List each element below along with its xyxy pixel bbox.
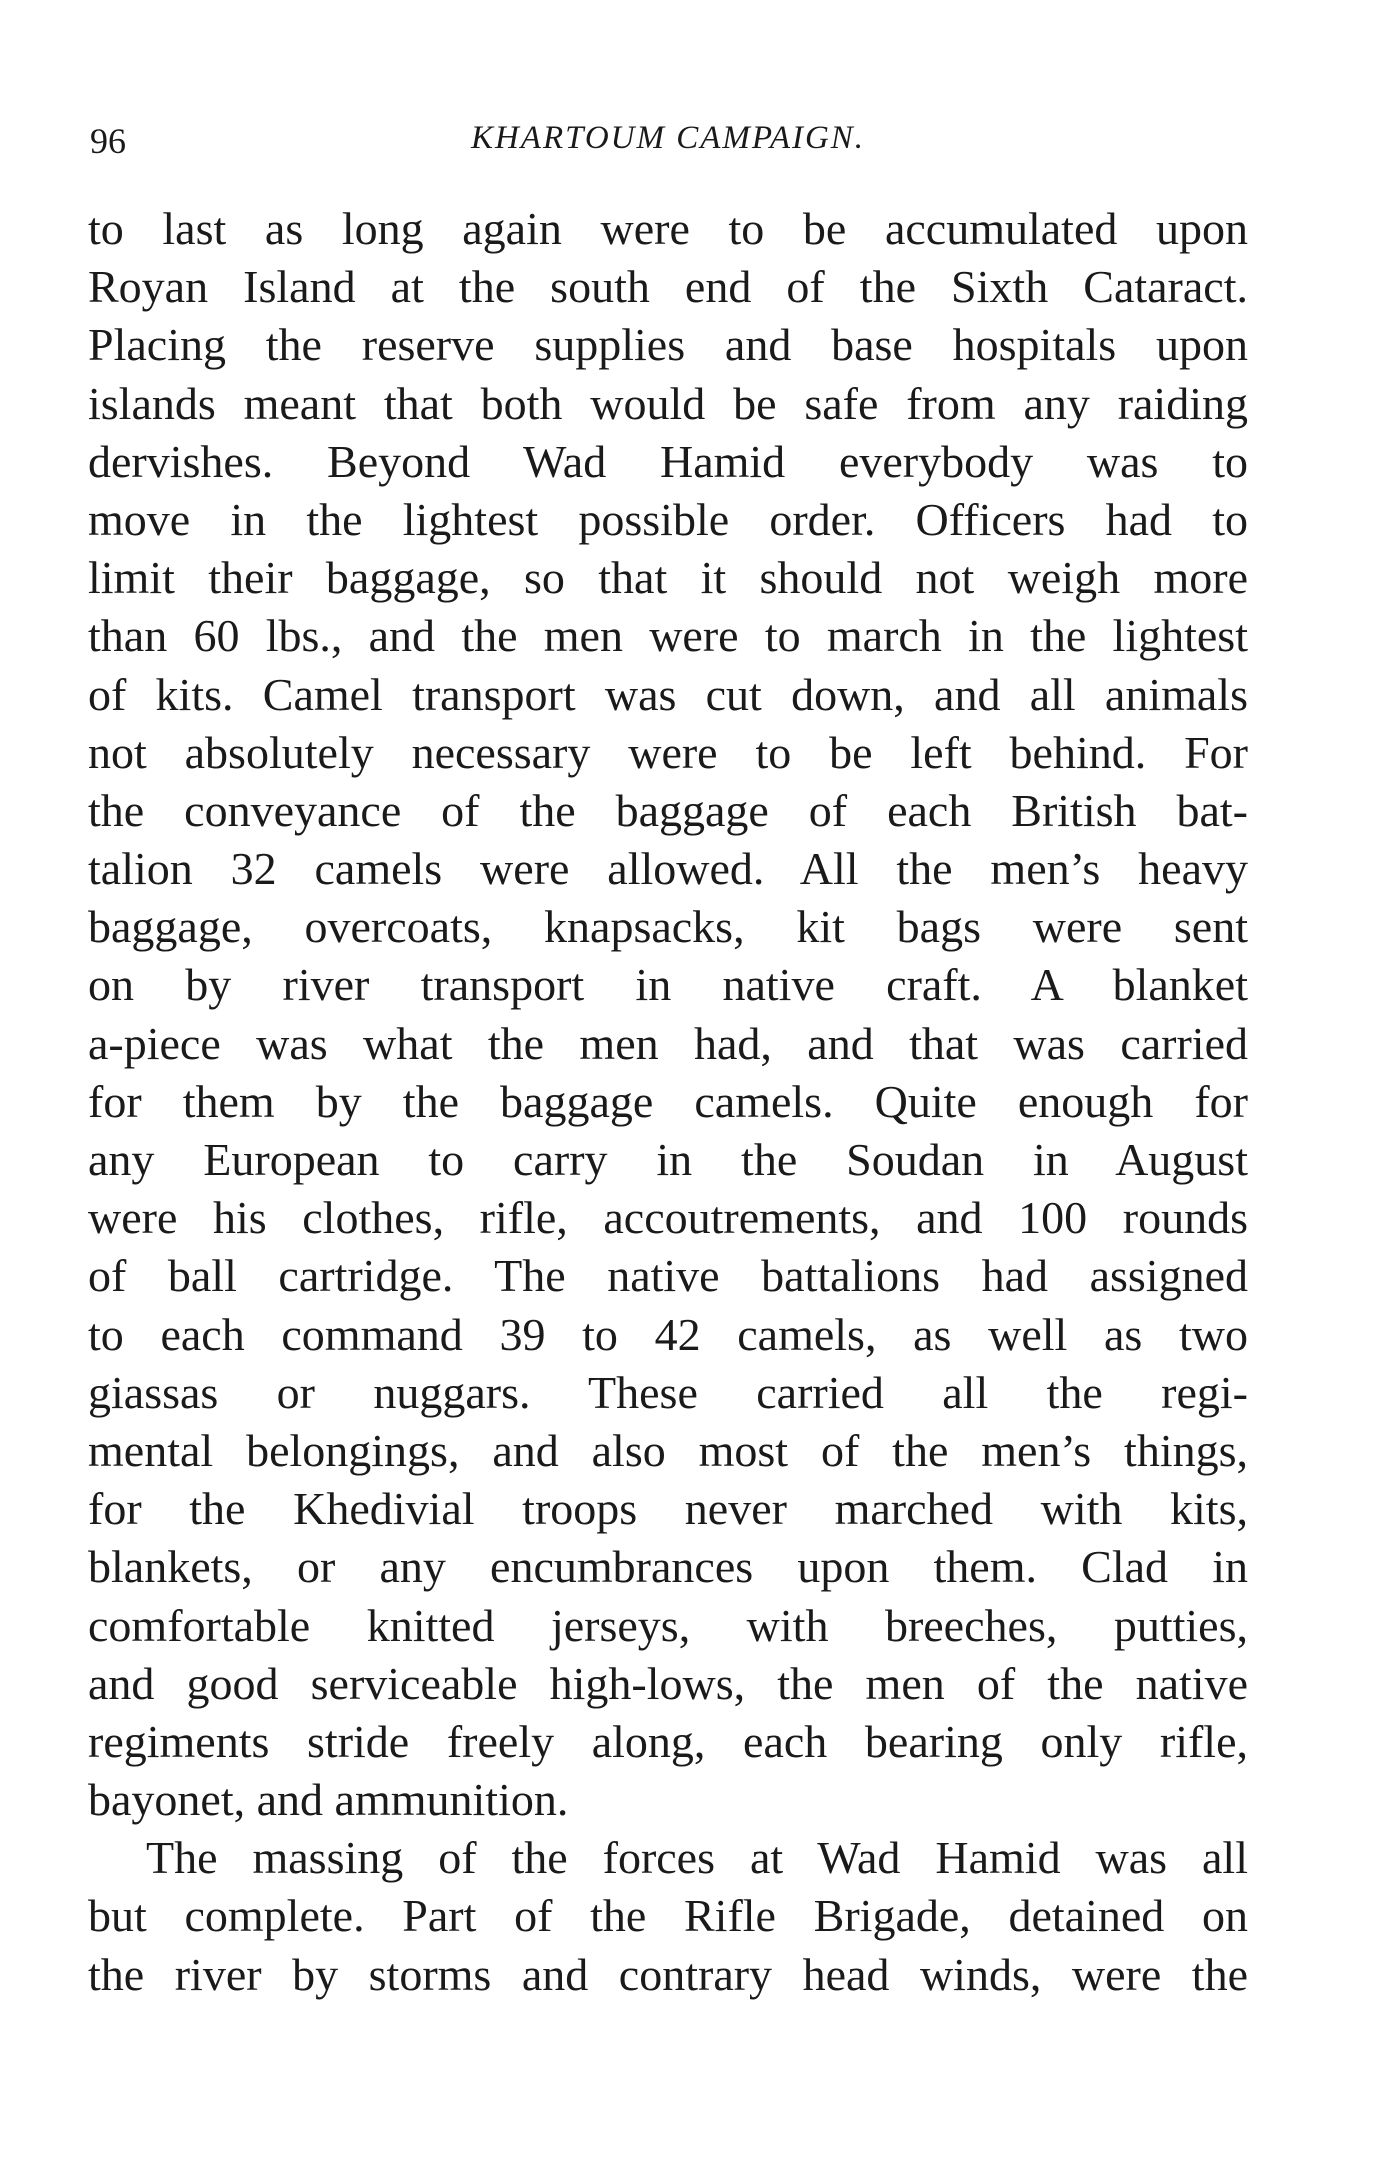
page-number: 96	[90, 121, 126, 161]
text-line: comfortable knitted jerseys, with breeches, putties,	[88, 1599, 1248, 1651]
running-title: KHARTOUM CAMPAIGN.	[470, 120, 866, 156]
text-line: of kits. Camel transport was cut down, and all animals	[88, 668, 1248, 720]
text-line: mental belongings, and also most of the men’s things,	[88, 1424, 1248, 1476]
text-line: The massing of the forces at Wad Hamid was all	[146, 1832, 1248, 1884]
text-line: bayonet, and ammunition.	[88, 1774, 569, 1826]
text-line: for them by the baggage camels. Quite enough for	[88, 1075, 1248, 1127]
text-line: were his clothes, rifle, accoutrements, and 100 rounds	[88, 1192, 1248, 1244]
paragraph	[88, 1829, 1248, 2004]
text-line: and good serviceable high-lows, the men of the native	[88, 1657, 1248, 1709]
text-line: baggage, overcoats, knapsacks, kit bags were sent	[88, 901, 1248, 953]
text-line: Placing the reserve supplies and base hospitals upon	[88, 319, 1248, 371]
text-line: move in the lightest possible order. Officers had to	[88, 493, 1248, 545]
page-header	[88, 112, 1248, 172]
text-line: of ball cartridge. The native battalions had assigned	[88, 1250, 1248, 1302]
body-text	[88, 200, 1248, 2004]
text-line: Royan Island at the south end of the Sixth Cataract.	[88, 261, 1248, 313]
text-line: a-piece was what the men had, and that was carried	[88, 1017, 1248, 1069]
text-line: talion 32 camels were allowed. All the men’s heavy	[88, 843, 1248, 895]
text-line: blankets, or any encumbrances upon them. Clad in	[88, 1541, 1248, 1593]
text-line: to each command 39 to 42 camels, as well as two	[88, 1308, 1248, 1360]
text-line: the conveyance of the baggage of each British bat-	[88, 784, 1248, 836]
text-line: but complete. Part of the Rifle Brigade, detained on	[88, 1890, 1248, 1942]
text-line: regiments stride freely along, each bearing only rifle,	[88, 1715, 1248, 1767]
text-line: limit their baggage, so that it should not weigh more	[88, 552, 1248, 604]
text-line: giassas or nuggars. These carried all the regi-	[88, 1366, 1248, 1418]
text-line: the river by storms and contrary head winds, were the	[88, 1948, 1248, 2000]
text-line: to last as long again were to be accumulated upon	[88, 203, 1248, 254]
text-line: than 60 lbs., and the men were to march in the lightest	[88, 610, 1248, 662]
text-line: on by river transport in native craft. A blanket	[88, 959, 1248, 1011]
text-line: dervishes. Beyond Wad Hamid everybody was to	[88, 435, 1248, 487]
text-line: islands meant that both would be safe from any raiding	[88, 377, 1248, 429]
text-line: for the Khedivial troops never marched with kits,	[88, 1483, 1248, 1535]
paragraph	[88, 200, 1248, 1829]
text-line: any European to carry in the Soudan in August	[88, 1134, 1248, 1185]
book-page	[88, 112, 1248, 2004]
text-line: not absolutely necessary were to be left behind. For	[88, 726, 1248, 778]
